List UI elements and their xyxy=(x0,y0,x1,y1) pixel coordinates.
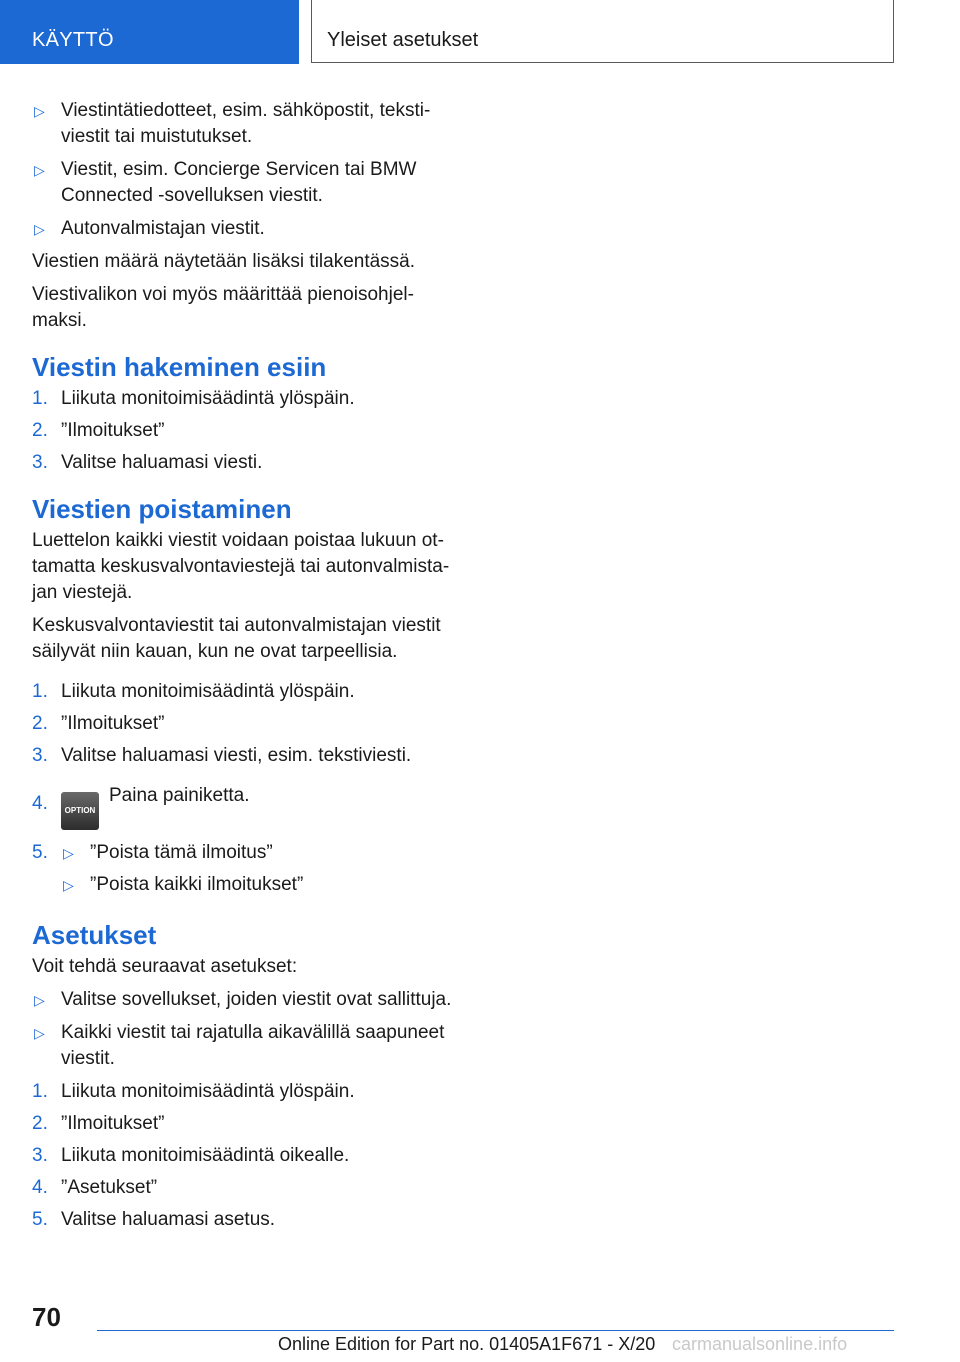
triangle-bullet-icon: ▷ xyxy=(34,162,45,178)
triangle-bullet-icon: ▷ xyxy=(34,103,45,119)
triangle-bullet-icon: ▷ xyxy=(34,992,45,1008)
step-item: 3. Liikuta monitoimisäädintä oikealle. xyxy=(32,1145,350,1166)
option-button-icon: OPTION xyxy=(61,792,99,830)
list-item: ▷ Autonvalmistajan viestit. xyxy=(32,216,452,242)
triangle-bullet-icon: ▷ xyxy=(63,877,74,893)
step-item: 1. Liikuta monitoimisäädintä ylöspäin. xyxy=(32,1081,355,1102)
page-content xyxy=(32,98,452,1239)
list-item: ▷ Viestit, esim. Concierge Servicen tai BMW Connected -sovelluksen viestit. xyxy=(34,159,417,206)
step-item: 2. ”Ilmoitukset” xyxy=(32,1113,165,1134)
list-item: ▷ ”Poista tämä ilmoitus” xyxy=(61,840,452,866)
list-item: ▷ Valitse sovellukset, joiden viestit ovat sallittuja. xyxy=(32,987,452,1013)
triangle-bullet-icon: ▷ xyxy=(34,1025,45,1041)
paragraph: Viestien määrä näytetään lisäksi tilakentässä. xyxy=(32,251,416,272)
list-item: ▷ Kaikki viestit tai rajatulla aikavälillä saapuneet viestit. xyxy=(34,1022,445,1069)
paragraph: Luettelon kaikki viestit voidaan poistaa lukuun ottamatta keskusvalvontaviestejä tai autonvalmistajan viestejä. xyxy=(32,530,450,603)
step-item: 5. ▷ ”Poista tämä ilmoitus” xyxy=(32,840,452,866)
chapter-title-box xyxy=(311,0,894,63)
step-item: 4. ”Asetukset” xyxy=(32,1177,158,1198)
paragraph: Viestivalikon voi myös määrittää pienoisohjelmaksi. xyxy=(32,284,414,331)
step-item: 4. OPTIONPaina painiketta. xyxy=(32,783,452,830)
paragraph: Keskusvalvontaviestit tai autonvalmistajan viestit säilyvät niin kauan, kun ne ovat tarpeellisia. xyxy=(32,615,441,662)
footer-divider xyxy=(97,1330,894,1331)
triangle-bullet-icon: ▷ xyxy=(63,845,74,861)
list-item: ▷ ”Poista kaikki ilmoitukset” xyxy=(61,872,452,898)
step-item: 3. Valitse haluamasi viesti. xyxy=(32,452,263,473)
section-label: KÄYTTÖ xyxy=(32,29,114,51)
step-item: 1. Liikuta monitoimisäädintä ylöspäin. xyxy=(32,681,355,702)
watermark: carmanualsonline.info xyxy=(672,1334,848,1354)
list-item: ▷ Viestintätiedotteet, esim. sähköpostit, tekstiviestit tai muistutukset. xyxy=(34,100,431,147)
paragraph: Voit tehdä seuraavat asetukset: xyxy=(32,956,298,977)
step-item: 5. Valitse haluamasi asetus. xyxy=(32,1209,276,1230)
step-item: 1. Liikuta monitoimisäädintä ylöspäin. xyxy=(32,388,355,409)
page-number: 70 xyxy=(32,1302,61,1332)
section-tab xyxy=(0,0,299,64)
step-item: 3. Valitse haluamasi viesti, esim. tekstiviesti. xyxy=(32,745,412,766)
triangle-bullet-icon: ▷ xyxy=(34,221,45,237)
section-heading: Viestin hakeminen esiin xyxy=(32,352,327,382)
step-item: 2. ”Ilmoitukset” xyxy=(32,713,165,734)
chapter-title: Yleiset asetukset xyxy=(327,29,479,51)
step-item: 2. ”Ilmoitukset” xyxy=(32,420,165,441)
step-item xyxy=(32,872,452,898)
section-heading: Asetukset xyxy=(32,920,157,950)
section-heading: Viestien poistaminen xyxy=(32,494,292,524)
edition-note: Online Edition for Part no. 01405A1F671 - X/20 xyxy=(278,1334,656,1354)
